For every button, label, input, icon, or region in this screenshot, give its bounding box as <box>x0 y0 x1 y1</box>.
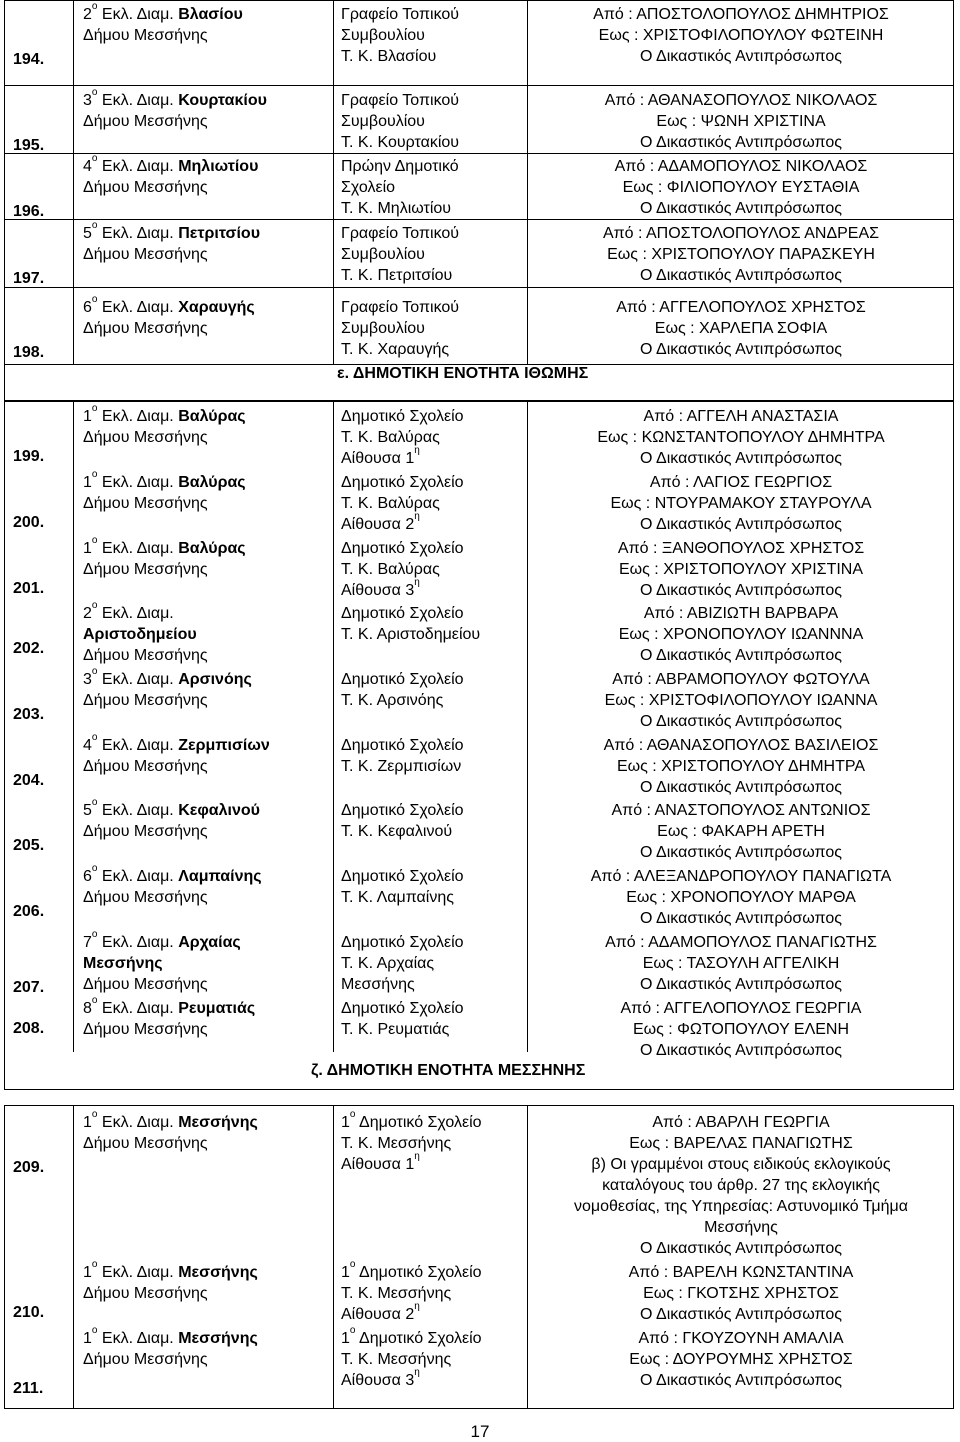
location-line: Δημοτικό Σχολείο <box>341 474 464 491</box>
range-line: Εως : ΝΤΟΥΡΑΜΑΚΟΥ ΣΤΑΥΡΟΥΛΑ <box>610 495 872 512</box>
superscript: ο <box>91 797 98 808</box>
polling-location <box>341 735 521 777</box>
station-line <box>83 953 333 974</box>
station-place: Λαμπαίνης <box>178 868 262 885</box>
voter-range <box>535 90 947 153</box>
range-line: Από : ΓΚΟΥΖΟΥΝΗ ΑΜΑΛΙΑ <box>638 1330 844 1347</box>
range-line: Εως : ΔΟΥΡΟΥΜΗΣ ΧΡΗΣΤΟΣ <box>629 1351 853 1368</box>
location-line: Δημοτικό Σχολείο <box>341 1000 464 1017</box>
station-line: Δήμου Μεσσήνης <box>83 758 208 775</box>
station-place: Αρσινόης <box>178 671 252 688</box>
polling-station-name <box>83 600 333 666</box>
polling-location <box>341 998 521 1040</box>
range-line: β) Οι γραμμένοι στους ειδικούς εκλογικούς <box>591 1156 891 1173</box>
station-line: Δήμου Μεσσήνης <box>83 1135 208 1152</box>
station-place: Βαλύρας <box>178 408 246 425</box>
location-line: $1^o$ Δημοτικό Σχολείο <box>341 1109 482 1131</box>
polling-location <box>341 297 521 360</box>
station-place: Μεσσήνης <box>178 1114 258 1131</box>
range-line: Εως : ΧΡΙΣΤΟΠΟΥΛΟΥ ΔΗΜΗΤΡΑ <box>616 758 866 775</box>
range-line: Εως : ΦΙΛΙΟΠΟΥΛΟΥ ΕΥΣΤΑΘΙΑ <box>622 179 860 196</box>
row-number: 200. <box>13 514 45 531</box>
superscript: ο <box>91 666 98 677</box>
station-place: Μηλιωτίου <box>178 158 259 175</box>
location-line: Δημοτικό Σχολείο <box>341 934 464 951</box>
superscript: η <box>414 445 420 456</box>
location-line: Πρώην Δημοτικό <box>341 158 459 175</box>
station-line: Δήμου Μεσσήνης <box>83 429 208 446</box>
polling-station-name <box>83 87 333 132</box>
superscript: ο <box>91 153 98 164</box>
polling-station-name <box>83 535 333 580</box>
station-line: Δήμου Μεσσήνης <box>83 976 208 993</box>
location-line: Γραφείο Τοπικού <box>341 6 460 23</box>
station-line: $5^o$ Εκλ. Διαμ. Κεφαλινού <box>83 797 260 819</box>
superscript: η <box>414 1151 420 1162</box>
range-line: Ο Δικαστικός Αντιπρόσωπος <box>640 516 842 533</box>
station-place: Αρχαίας <box>178 934 241 951</box>
station-place: Κεφαλινού <box>178 802 260 819</box>
row-number: 202. <box>13 640 45 657</box>
range-line: Από : ΑΝΑΣΤΟΠΟΥΛΟΣ ΑΝΤΩΝΙΟΣ <box>611 802 871 819</box>
location-line: Τ. Κ. Αρσινόης <box>341 692 444 709</box>
polling-location <box>341 1325 521 1391</box>
polling-station-name <box>83 797 333 842</box>
location-line: Δημοτικό Σχολείο <box>341 408 464 425</box>
range-line: Ο Δικαστικός Αντιπρόσωπος <box>640 779 842 796</box>
voter-range <box>535 4 947 67</box>
station-line: Δήμου Μεσσήνης <box>83 27 208 44</box>
row-number: 196. <box>13 203 45 220</box>
location-line: Αίθουσα $3^\eta$ <box>341 577 420 599</box>
station-line: Δήμου Μεσσήνης <box>83 113 208 130</box>
location-line: Δημοτικό Σχολείο <box>341 737 464 754</box>
superscript: ο <box>91 1259 98 1270</box>
range-line: Ο Δικαστικός Αντιπρόσωπος <box>640 48 842 65</box>
superscript: ο <box>91 220 98 231</box>
range-line: Εως : ΦΩΤΟΠΟΥΛΟΥ ΕΛΕΝΗ <box>632 1021 850 1038</box>
polling-location <box>341 800 521 842</box>
range-line: Ο Δικαστικός Αντιπρόσωπος <box>640 910 842 927</box>
polling-station-name <box>83 1109 333 1154</box>
page-number: 17 <box>470 1422 490 1441</box>
station-line: $6^o$ Εκλ. Διαμ. Λαμπαίνης <box>83 863 262 885</box>
superscript: ο <box>91 469 98 480</box>
station-line: $1^o$ Εκλ. Διαμ. Μεσσήνης <box>83 1109 258 1131</box>
superscript: η <box>414 577 420 588</box>
polling-station-name <box>83 863 333 908</box>
polling-station-name <box>83 1 333 46</box>
station-line: $1^o$ Εκλ. Διαμ. Μεσσήνης <box>83 1325 258 1347</box>
section-heading: ε. ΔΗΜΟΤΙΚΗ ΕΝΟΤΗΤΑ ΙΘΩΜΗΣ <box>337 365 589 382</box>
location-line: Συμβουλίου <box>341 113 425 130</box>
range-line: νομοθεσίας, της Υπηρεσίας: Αστυνομικό Τμήμα <box>574 1198 908 1215</box>
station-line: $3^o$ Εκλ. Διαμ. Αρσινόης <box>83 666 252 688</box>
location-line: Δημοτικό Σχολείο <box>341 605 464 622</box>
range-line: Από : ΑΘΑΝΑΣΟΠΟΥΛΟΣ ΝΙΚΟΛΑΟΣ <box>604 92 878 109</box>
polling-location <box>341 223 521 286</box>
station-line: Δήμου Μεσσήνης <box>83 647 208 664</box>
location-line: $1^o$ Δημοτικό Σχολείο <box>341 1259 482 1281</box>
location-line: Δημοτικό Σχολείο <box>341 671 464 688</box>
station-line: Δήμου Μεσσήνης <box>83 1285 208 1302</box>
superscript: ο <box>91 1 98 12</box>
location-line: Τ. Κ. Αρχαίας <box>341 955 435 972</box>
range-line: Από : ΑΠΟΣΤΟΛΟΠΟΥΛΟΣ ΑΝΔΡΕΑΣ <box>602 225 880 242</box>
station-line: Δήμου Μεσσήνης <box>83 246 208 263</box>
section-heading: ζ. ΔΗΜΟΤΙΚΗ ΕΝΟΤΗΤΑ ΜΕΣΣΗΝΗΣ <box>311 1062 586 1079</box>
location-line: Δημοτικό Σχολείο <box>341 868 464 885</box>
range-line: Εως : ΧΡΙΣΤΟΠΟΥΛΟΥ ΧΡΙΣΤΙΝΑ <box>618 561 864 578</box>
voter-range <box>535 1328 947 1391</box>
range-line: Ο Δικαστικός Αντιπρόσωπος <box>640 976 842 993</box>
location-line: Τ. Κ. Ζερμπισίων <box>341 758 462 775</box>
range-line: Από : ΑΓΓΕΛΗ ΑΝΑΣΤΑΣΙΑ <box>643 408 839 425</box>
station-line: Δήμου Μεσσήνης <box>83 889 208 906</box>
table-section-1 <box>4 0 954 401</box>
range-line: Από : ΑΔΑΜΟΠΟΥΛΟΣ ΝΙΚΟΛΑΟΣ <box>614 158 868 175</box>
polling-location <box>341 538 521 601</box>
station-line: $4^o$ Εκλ. Διαμ. Μηλιωτίου <box>83 153 259 175</box>
row-number: 195. <box>13 137 45 154</box>
superscript: ο <box>91 863 98 874</box>
location-line: Τ. Κ. Λαμπαίνης <box>341 889 454 906</box>
voter-range <box>535 156 947 219</box>
polling-location <box>341 932 521 995</box>
range-line: Εως : ΧΡΙΣΤΟΠΟΥΛΟΥ ΠΑΡΑΣΚΕΥΗ <box>607 246 875 263</box>
location-line: Τ. Κ. Βαλύρας <box>341 561 440 578</box>
range-line: Εως : ΧΡΙΣΤΟΦΙΛΟΠΟΥΛΟΥ ΙΩΑΝΝΑ <box>604 692 878 709</box>
range-line: Από : ΑΓΓΕΛΟΠΟΥΛΟΣ ΓΕΩΡΓΙΑ <box>620 1000 862 1017</box>
location-line: Τ. Κ. Βαλύρας <box>341 495 440 512</box>
station-line: Δήμου Μεσσήνης <box>83 692 208 709</box>
range-line: Εως : ΤΑΣΟΥΛΗ ΑΓΓΕΛΙΚΗ <box>642 955 840 972</box>
location-line: Τ. Κ. Αριστοδημείου <box>341 626 481 643</box>
range-line: Ο Δικαστικός Αντιπρόσωπος <box>640 1042 842 1059</box>
location-line: Σχολείο <box>341 179 396 196</box>
station-place: Βλασίου <box>178 6 243 23</box>
range-line: Από : ΛΑΓΙΟΣ ΓΕΩΡΓΙΟΣ <box>649 474 833 491</box>
row-number: 194. <box>13 51 45 68</box>
polling-location <box>341 472 521 535</box>
station-place: Αριστοδημείου <box>83 626 197 643</box>
superscript: ο <box>91 403 98 414</box>
table-section-2 <box>4 401 954 1090</box>
row-number: 204. <box>13 772 45 789</box>
voter-range <box>535 472 947 535</box>
voter-range <box>535 932 947 995</box>
superscript: ο <box>349 1109 356 1120</box>
superscript: ο <box>91 995 98 1006</box>
polling-location <box>341 156 521 219</box>
location-line: Αίθουσα $1^\eta$ <box>341 1151 420 1173</box>
polling-station-name <box>83 929 333 995</box>
superscript: ο <box>91 1109 98 1120</box>
range-line: Εως : ΧΡΟΝΟΠΟΥΛΟΥ ΜΑΡΘΑ <box>626 889 856 906</box>
row-number: 207. <box>13 979 45 996</box>
polling-location <box>341 1259 521 1325</box>
location-line: Γραφείο Τοπικού <box>341 225 460 242</box>
location-line: Τ. Κ. Βαλύρας <box>341 429 440 446</box>
voter-range <box>535 866 947 929</box>
row-number: 210. <box>13 1304 45 1321</box>
location-line: Συμβουλίου <box>341 246 425 263</box>
location-line: Αίθουσα $2^\eta$ <box>341 1301 420 1323</box>
row-number: 206. <box>13 903 45 920</box>
station-line: $1^o$ Εκλ. Διαμ. Βαλύρας <box>83 469 246 491</box>
range-line: Ο Δικαστικός Αντιπρόσωπος <box>640 450 842 467</box>
range-line: Από : ΒΑΡΕΛΗ ΚΩΝΣΤΑΝΤΙΝΑ <box>628 1264 854 1281</box>
location-line: Γραφείο Τοπικού <box>341 92 460 109</box>
superscript: ο <box>91 1325 98 1336</box>
station-line: $2^o$ Εκλ. Διαμ. <box>83 600 174 622</box>
location-line: Τ. Κ. Χαραυγής <box>341 341 450 358</box>
polling-station-name <box>83 220 333 265</box>
voter-range <box>535 297 947 360</box>
station-line: $3^o$ Εκλ. Διαμ. Κουρτακίου <box>83 87 267 109</box>
station-line: $1^o$ Εκλ. Διαμ. Βαλύρας <box>83 535 246 557</box>
voter-range <box>535 998 947 1061</box>
range-line: Από : ΑΔΑΜΟΠΟΥΛΟΣ ΠΑΝΑΓΙΩΤΗΣ <box>605 934 877 951</box>
superscript: η <box>414 1367 420 1378</box>
station-line: $5^o$ Εκλ. Διαμ. Πετριτσίου <box>83 220 261 242</box>
row-number: 205. <box>13 837 45 854</box>
station-line: Δήμου Μεσσήνης <box>83 1351 208 1368</box>
range-line: Από : ΑΓΓΕΛΟΠΟΥΛΟΣ ΧΡΗΣΤΟΣ <box>616 299 866 316</box>
row-number: 198. <box>13 344 45 361</box>
superscript: ο <box>91 732 98 743</box>
table-section-3 <box>4 1105 954 1409</box>
station-line <box>83 624 333 645</box>
location-line: Τ. Κ. Κεφαλινού <box>341 823 453 840</box>
location-line: Αίθουσα $3^\eta$ <box>341 1367 420 1389</box>
range-line: Εως : ΦΑΚΑΡΗ ΑΡΕΤΗ <box>657 823 825 840</box>
station-line: $6^o$ Εκλ. Διαμ. Χαραυγής <box>83 294 255 316</box>
station-line: $1^o$ Εκλ. Διαμ. Μεσσήνης <box>83 1259 258 1281</box>
polling-location <box>341 603 521 645</box>
station-line: Δήμου Μεσσήνης <box>83 1021 208 1038</box>
range-line: Ο Δικαστικός Αντιπρόσωπος <box>640 267 842 284</box>
range-line: Ο Δικαστικός Αντιπρόσωπος <box>640 1306 842 1323</box>
station-line: Δήμου Μεσσήνης <box>83 495 208 512</box>
range-line: Εως : ΧΡΟΝΟΠΟΥΛΟΥ ΙΩΑΝΝΝΑ <box>618 626 864 643</box>
location-line: Μεσσήνης <box>341 976 415 993</box>
location-line: Τ. Κ. Μηλιωτίου <box>341 200 452 217</box>
voter-range <box>535 669 947 732</box>
station-line: $7^o$ Εκλ. Διαμ. Αρχαίας <box>83 929 241 951</box>
polling-location <box>341 4 521 67</box>
polling-station-name <box>83 995 333 1040</box>
voter-range <box>535 735 947 798</box>
row-number: 203. <box>13 706 45 723</box>
range-line: Ο Δικαστικός Αντιπρόσωπος <box>640 1240 842 1257</box>
range-line: Ο Δικαστικός Αντιπρόσωπος <box>640 582 842 599</box>
range-line: Ο Δικαστικός Αντιπρόσωπος <box>640 341 842 358</box>
station-line: Δήμου Μεσσήνης <box>83 320 208 337</box>
station-line: $8^o$ Εκλ. Διαμ. Ρευματιάς <box>83 995 256 1017</box>
range-line: Από : ΑΒΑΡΛΗ ΓΕΩΡΓΙΑ <box>652 1114 830 1131</box>
station-place: Μεσσήνης <box>83 955 163 972</box>
location-line: Δημοτικό Σχολείο <box>341 802 464 819</box>
superscript: ο <box>349 1259 356 1270</box>
location-line: Τ. Κ. Βλασίου <box>341 48 437 65</box>
location-line: Αίθουσα $2^\eta$ <box>341 511 420 533</box>
range-line: Ο Δικαστικός Αντιπρόσωπος <box>640 713 842 730</box>
range-line: Ο Δικαστικός Αντιπρόσωπος <box>640 134 842 151</box>
location-line: $1^o$ Δημοτικό Σχολείο <box>341 1325 482 1347</box>
station-line: $4^o$ Εκλ. Διαμ. Ζερμπισίων <box>83 732 270 754</box>
location-line: Τ. Κ. Κουρτακίου <box>341 134 460 151</box>
range-line: Εως : ΨΩΝΗ ΧΡΙΣΤΙΝΑ <box>656 113 826 130</box>
location-line: Τ. Κ. Μεσσήνης <box>341 1285 452 1302</box>
station-place: Βαλύρας <box>178 540 246 557</box>
location-line: Συμβουλίου <box>341 27 425 44</box>
superscript: η <box>414 1301 420 1312</box>
range-line: Μεσσήνης <box>704 1219 778 1236</box>
station-line: Δήμου Μεσσήνης <box>83 561 208 578</box>
superscript: η <box>414 511 420 522</box>
polling-station-name <box>83 732 333 777</box>
row-number: 208. <box>13 1020 45 1037</box>
range-line: Από : ΑΠΟΣΤΟΛΟΠΟΥΛΟΣ ΔΗΜΗΤΡΙΟΣ <box>593 6 889 23</box>
superscript: ο <box>91 87 98 98</box>
station-line: $2^o$ Εκλ. Διαμ. Βλασίου <box>83 1 243 23</box>
polling-location <box>341 866 521 908</box>
polling-station-name <box>83 403 333 448</box>
polling-station-name <box>83 469 333 514</box>
location-line: Γραφείο Τοπικού <box>341 299 460 316</box>
voter-range <box>535 800 947 863</box>
range-line: Εως : ΒΑΡΕΛΑΣ ΠΑΝΑΓΙΩΤΗΣ <box>629 1135 853 1152</box>
range-line: Εως : ΓΚΟΤΣΗΣ ΧΡΗΣΤΟΣ <box>643 1285 839 1302</box>
range-line: Από : ΑΘΑΝΑΣΟΠΟΥΛΟΣ ΒΑΣΙΛΕΙΟΣ <box>603 737 879 754</box>
voter-range <box>535 1112 947 1259</box>
row-number: 209. <box>13 1159 45 1176</box>
range-line: Από : ΑΒΡΑΜΟΠΟΥΛΟΥ ΦΩΤΟΥΛΑ <box>612 671 870 688</box>
row-number: 211. <box>13 1380 44 1397</box>
station-place: Μεσσήνης <box>178 1264 258 1281</box>
polling-location <box>341 669 521 711</box>
voter-range <box>535 406 947 469</box>
station-place: Χαραυγής <box>178 299 255 316</box>
polling-location <box>341 90 521 153</box>
range-line: Εως : ΚΩΝΣΤΑΝΤΟΠΟΥΛΟΥ ΔΗΜΗΤΡΑ <box>597 429 885 446</box>
voter-range <box>535 223 947 286</box>
range-line: Από : ΑΒΙΖΙΩΤΗ ΒΑΡΒΑΡΑ <box>643 605 839 622</box>
superscript: ο <box>91 535 98 546</box>
superscript: ο <box>91 294 98 305</box>
location-line: Τ. Κ. Μεσσήνης <box>341 1135 452 1152</box>
polling-location <box>341 1109 521 1175</box>
range-line: Εως : ΧΑΡΛΕΠΑ ΣΟΦΙΑ <box>654 320 828 337</box>
superscript: ο <box>349 1325 356 1336</box>
range-line: καταλόγους του άρθρ. 27 της εκλογικής <box>602 1177 880 1194</box>
range-line: Από : ΑΛΕΞΑΝΔΡΟΠΟΥΛΟΥ ΠΑΝΑΓΙΩΤΑ <box>590 868 892 885</box>
polling-station-name <box>83 1259 333 1304</box>
location-line: Τ. Κ. Πετριτσίου <box>341 267 453 284</box>
polling-station-name <box>83 1325 333 1370</box>
station-line: Δήμου Μεσσήνης <box>83 179 208 196</box>
location-line: Τ. Κ. Μεσσήνης <box>341 1351 452 1368</box>
voter-range <box>535 538 947 601</box>
range-line: Ο Δικαστικός Αντιπρόσωπος <box>640 200 842 217</box>
station-line: Δήμου Μεσσήνης <box>83 823 208 840</box>
range-line: Ο Δικαστικός Αντιπρόσωπος <box>640 844 842 861</box>
range-line: Από : ΞΑΝΘΟΠΟΥΛΟΣ ΧΡΗΣΤΟΣ <box>617 540 865 557</box>
station-line: $1^o$ Εκλ. Διαμ. Βαλύρας <box>83 403 246 425</box>
range-line: Ο Δικαστικός Αντιπρόσωπος <box>640 1372 842 1389</box>
range-line: Εως : ΧΡΙΣΤΟΦΙΛΟΠΟΥΛΟΥ ΦΩΤΕΙΝΗ <box>598 27 884 44</box>
polling-station-name <box>83 294 333 339</box>
row-number: 199. <box>13 448 45 465</box>
location-line: Δημοτικό Σχολείο <box>341 540 464 557</box>
location-line: Αίθουσα $1^\eta$ <box>341 445 420 467</box>
voter-range <box>535 1262 947 1325</box>
superscript: ο <box>91 929 98 940</box>
range-line: Ο Δικαστικός Αντιπρόσωπος <box>640 647 842 664</box>
row-number: 201. <box>13 580 45 597</box>
location-line: Τ. Κ. Ρευματιάς <box>341 1021 450 1038</box>
row-number: 197. <box>13 270 45 287</box>
voter-range <box>535 603 947 666</box>
superscript: ο <box>91 600 98 611</box>
polling-location <box>341 406 521 469</box>
polling-station-name <box>83 153 333 198</box>
station-place: Πετριτσίου <box>178 225 261 242</box>
station-place: Κουρτακίου <box>178 92 267 109</box>
station-place: Μεσσήνης <box>178 1330 258 1347</box>
station-place: Ρευματιάς <box>178 1000 256 1017</box>
station-place: Ζερμπισίων <box>178 737 270 754</box>
station-place: Βαλύρας <box>178 474 246 491</box>
location-line: Συμβουλίου <box>341 320 425 337</box>
polling-station-name <box>83 666 333 711</box>
